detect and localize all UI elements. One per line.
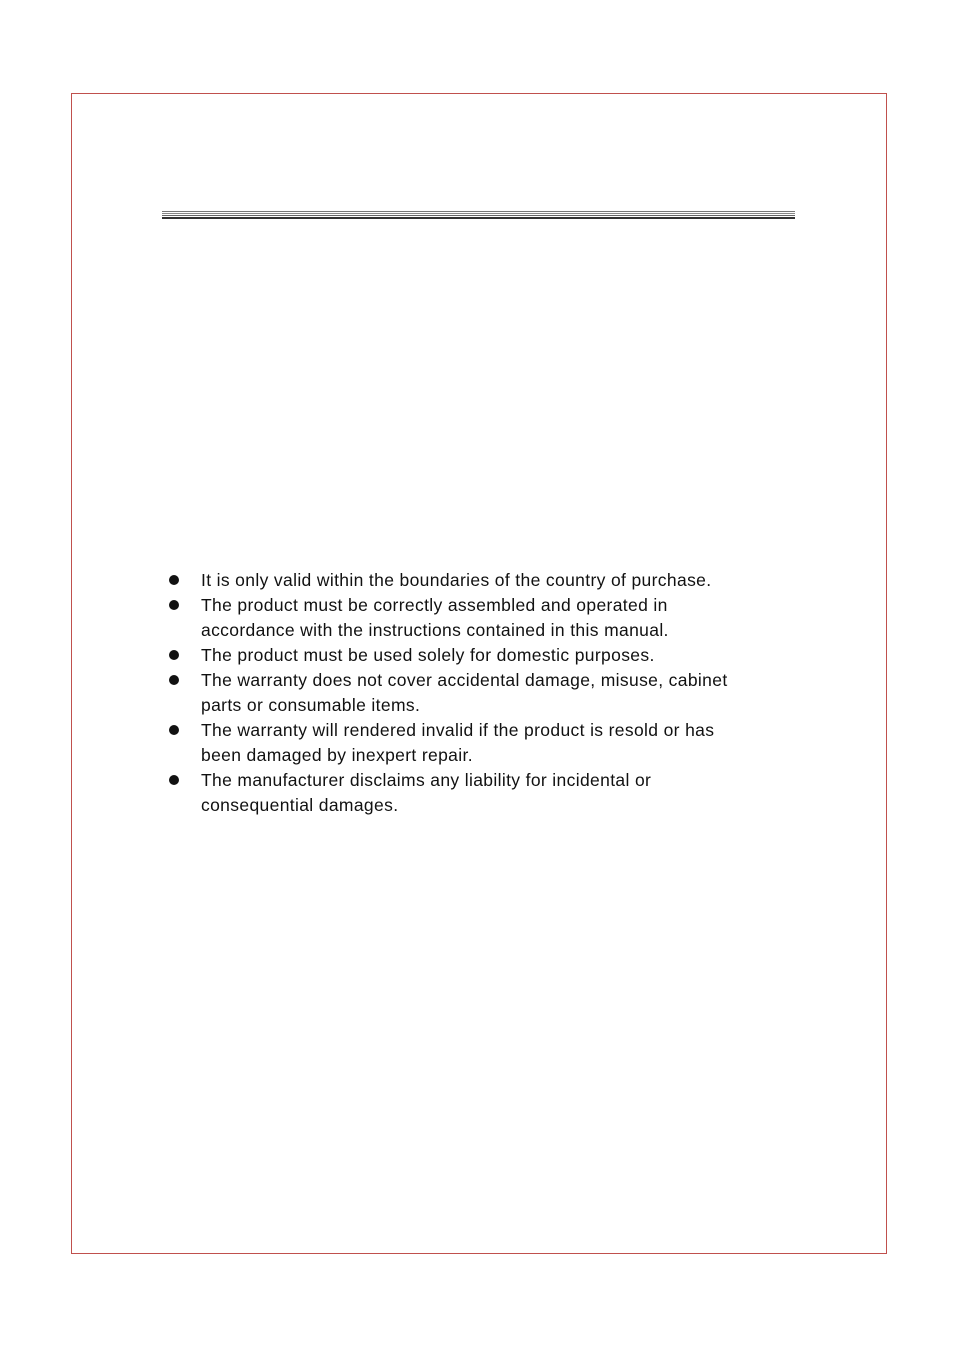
title-rule-divider [162,211,795,219]
bullet-icon [169,775,179,785]
list-item [165,668,825,718]
list-item [165,718,825,768]
list-item-text: The warranty will rendered invalid if the product is resold or has been damaged by inexpert repair. [201,720,715,765]
bullet-icon [169,675,179,685]
bullet-icon [169,600,179,610]
rule-line [162,211,795,212]
list-item-text: The product must be used solely for domestic purposes. [201,645,655,665]
list-item [165,643,825,668]
rule-line [162,217,795,219]
bullet-icon [169,725,179,735]
list-item-text: It is only valid within the boundaries of the country of purchase. [201,570,712,590]
list-item-text: The manufacturer disclaims any liability for incidental or consequential damages. [201,770,652,815]
warranty-conditions-list [165,568,825,818]
list-item-text: The warranty does not cover accidental damage, misuse, cabinet parts or consumable items. [201,670,728,715]
list-item-text: The product must be correctly assembled and operated in accordance with the instructions contained in this manual. [201,595,669,640]
list-item [165,568,825,593]
list-item [165,768,825,818]
rule-line [162,215,795,216]
bullet-icon [169,650,179,660]
rule-line [162,213,795,214]
list-item [165,593,825,643]
bullet-icon [169,575,179,585]
